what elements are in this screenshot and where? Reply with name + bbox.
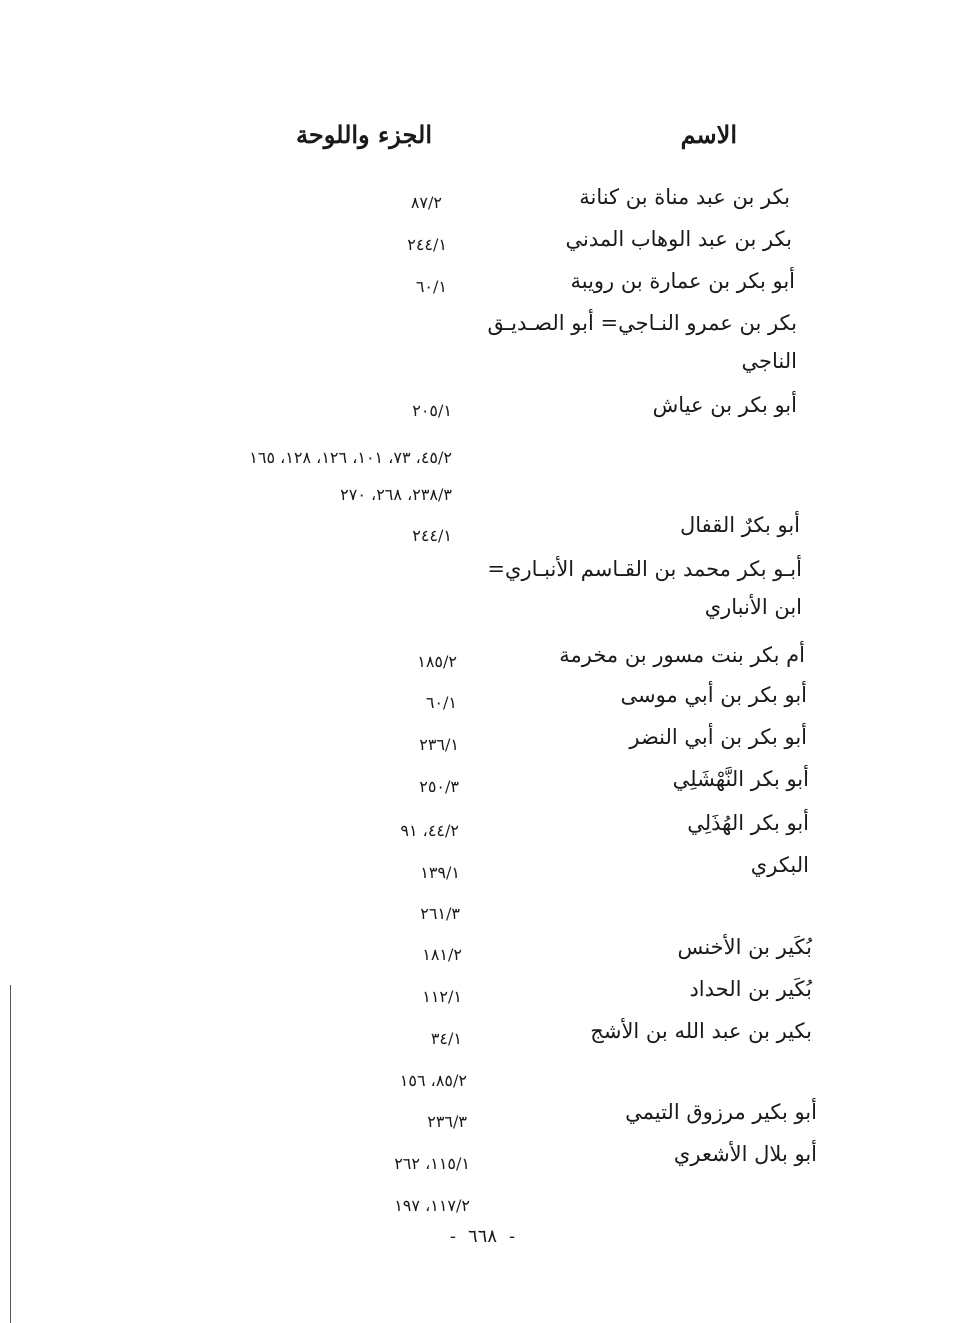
entry-reference: ٢٣٦/٣ (427, 1112, 467, 1131)
entry-name: بكير بن عبد الله بن الأشج (590, 1019, 812, 1043)
entry-name: أبو بكر بن أبي موسى (620, 683, 807, 707)
scan-edge-line (10, 985, 11, 1323)
entry-name: أبو بكر بن أبي النضر (629, 725, 807, 749)
entry-name: أبو بكير مرزوق التيمي (625, 1100, 817, 1124)
entry-name: بُكَير بن الحداد (689, 977, 812, 1001)
entry-name: بكر بن عمرو النـاجي= أبو الصـديـق الناجي (487, 311, 797, 373)
entry-reference: ٦٠/١ (425, 693, 457, 712)
entry-name: أم بكر بنت مسور بن مخرمة (559, 643, 805, 667)
entry-reference: ٢٤٤/١ (412, 526, 452, 545)
entry-reference: ١٨١/٢ (422, 945, 462, 964)
entry-name: بُكَير بن الأخنس (677, 935, 812, 959)
entry-name: أبو بكر بن عمارة بن رويبة (570, 269, 795, 293)
entry-reference: ١١٥/١، ٢٦٢ (394, 1154, 470, 1173)
entry-reference: ٦٠/١ (415, 277, 447, 296)
page-number: ٦٦٨ (467, 1226, 497, 1247)
header-reference-column: الجزء واللوحة (296, 120, 432, 149)
entry-reference: ٢٥٠/٣ (419, 777, 459, 796)
entry-name: أبو بكرٌ القفال (679, 513, 800, 537)
entry-name: بكر بن عبد مناة بن كنانة (579, 185, 790, 209)
entry-reference: ٨٥/٢، ١٥٦ (399, 1071, 467, 1090)
entry-name: بكر بن عبد الوهاب المدني (565, 227, 792, 251)
header-name-column: الاسم (680, 120, 737, 149)
entry-reference: ١٣٩/١ (420, 863, 460, 882)
entry-reference: ١١٧/٢، ١٩٧ (394, 1196, 470, 1215)
entry-name: أبو بلال الأشعري (673, 1142, 817, 1166)
entry-reference: ٤٥/٢، ٧٣، ١٠١، ١٢٦، ١٢٨، ١٦٥ (249, 448, 452, 467)
entry-reference: ٤٤/٢، ٩١ (400, 821, 459, 840)
entry-name: أبو بكر الهُذَلِي (687, 811, 809, 835)
entry-name: البكري (750, 853, 809, 877)
entry-reference: ٢٦١/٣ (420, 904, 460, 923)
entry-name: أبـو بكر محمد بن القـاسم الأنبـاري= ابن الأنباري (487, 557, 802, 619)
entry-reference: ٢٣٨/٣، ٢٦٨، ٢٧٠ (340, 485, 452, 504)
entry-reference: ٨٧/٢ (410, 193, 442, 212)
entry-reference: ٣٤/١ (430, 1029, 462, 1048)
entry-reference: ٢٠٥/١ (412, 401, 452, 420)
entry-reference: ٢٣٦/١ (419, 735, 459, 754)
entry-name: أبو بكر النَّهْشَلِي (672, 767, 809, 791)
page-number-footer: -٦٦٨- (449, 1226, 516, 1247)
entry-reference: ١٨٥/٢ (417, 652, 457, 671)
entry-name: أبو بكر بن عياش (652, 393, 797, 417)
entry-reference: ٢٤٤/١ (407, 235, 447, 254)
entry-reference: ١١٢/١ (422, 987, 462, 1006)
